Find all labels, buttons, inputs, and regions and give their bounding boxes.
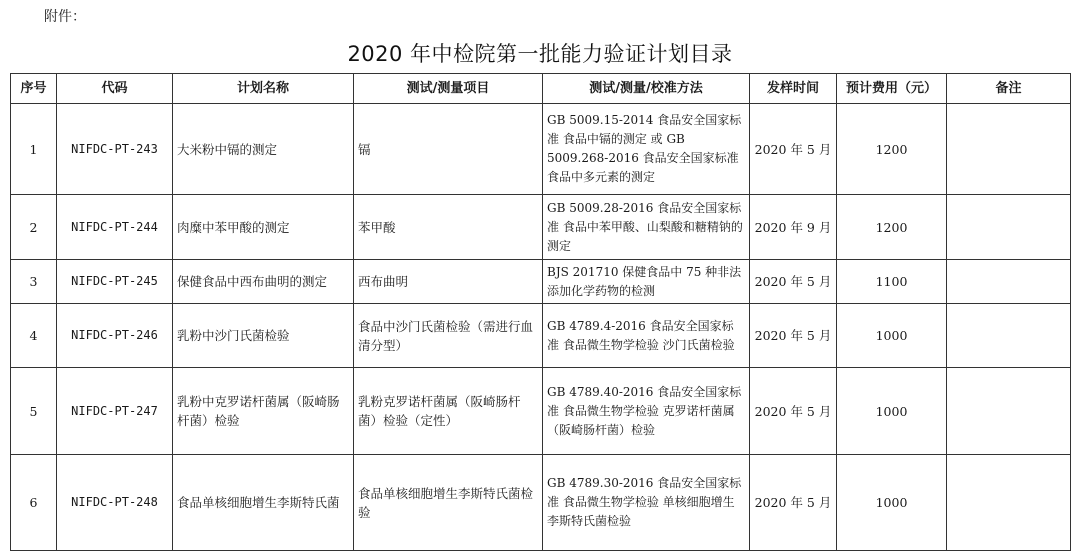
cell-seq: 2: [11, 195, 57, 260]
cell-ship-time: 2020 年 5 月: [750, 368, 837, 455]
cell-estimated-fee: 1000: [837, 455, 947, 551]
cell-seq: 5: [11, 368, 57, 455]
cell-test-item: 西布曲明: [354, 260, 543, 304]
table-row: [11, 304, 1071, 368]
cell-code: NIFDC-PT-245: [57, 260, 173, 304]
cell-test-method: GB 5009.15-2014 食品安全国家标准 食品中镉的测定 或 GB 5009.268-2016 食品安全国家标准 食品中多元素的测定: [543, 104, 750, 195]
cell-seq: 3: [11, 260, 57, 304]
cell-code: NIFDC-PT-243: [57, 104, 173, 195]
cell-code: NIFDC-PT-246: [57, 304, 173, 368]
table-row: [11, 104, 1071, 195]
cell-remarks: [947, 304, 1071, 368]
header-code: 代码: [57, 74, 173, 104]
cell-test-item: 苯甲酸: [354, 195, 543, 260]
cell-test-method: GB 4789.4-2016 食品安全国家标准 食品微生物学检验 沙门氏菌检验: [543, 304, 750, 368]
cell-code: NIFDC-PT-248: [57, 455, 173, 551]
cell-plan-name: 食品单核细胞增生李斯特氏菌: [173, 455, 354, 551]
table-row: [11, 260, 1071, 304]
cell-plan-name: 大米粉中镉的测定: [173, 104, 354, 195]
cell-remarks: [947, 455, 1071, 551]
cell-test-method: GB 4789.40-2016 食品安全国家标准 食品微生物学检验 克罗诺杆菌属（阪崎肠杆菌）检验: [543, 368, 750, 455]
table-header-row: [11, 74, 1071, 104]
header-test-item: 测试/测量项目: [354, 74, 543, 104]
cell-test-item: 镉: [354, 104, 543, 195]
cell-remarks: [947, 368, 1071, 455]
cell-test-method: GB 4789.30-2016 食品安全国家标准 食品微生物学检验 单核细胞增生李斯特氏菌检验: [543, 455, 750, 551]
cell-plan-name: 乳粉中沙门氏菌检验: [173, 304, 354, 368]
header-remarks: 备注: [947, 74, 1071, 104]
cell-code: NIFDC-PT-244: [57, 195, 173, 260]
cell-plan-name: 保健食品中西布曲明的测定: [173, 260, 354, 304]
cell-estimated-fee: 1200: [837, 195, 947, 260]
cell-estimated-fee: 1000: [837, 304, 947, 368]
cell-remarks: [947, 260, 1071, 304]
cell-estimated-fee: 1100: [837, 260, 947, 304]
cell-remarks: [947, 104, 1071, 195]
cell-test-item: 食品单核细胞增生李斯特氏菌检验: [354, 455, 543, 551]
cell-ship-time: 2020 年 5 月: [750, 260, 837, 304]
cell-ship-time: 2020 年 5 月: [750, 455, 837, 551]
cell-test-item: 乳粉克罗诺杆菌属（阪崎肠杆菌）检验（定性）: [354, 368, 543, 455]
document-title: 2020 年中检院第一批能力验证计划目录: [347, 42, 733, 66]
cell-remarks: [947, 195, 1071, 260]
cell-test-item: 食品中沙门氏菌检验（需进行血清分型）: [354, 304, 543, 368]
cell-ship-time: 2020 年 5 月: [750, 104, 837, 195]
table-row: [11, 195, 1071, 260]
cell-seq: 6: [11, 455, 57, 551]
header-ship-time: 发样时间: [750, 74, 837, 104]
cell-ship-time: 2020 年 5 月: [750, 304, 837, 368]
cell-seq: 4: [11, 304, 57, 368]
cell-plan-name: 乳粉中克罗诺杆菌属（阪崎肠杆菌）检验: [173, 368, 354, 455]
cell-ship-time: 2020 年 9 月: [750, 195, 837, 260]
cell-estimated-fee: 1200: [837, 104, 947, 195]
header-seq: 序号: [11, 74, 57, 104]
header-estimated-fee: 预计费用（元）: [837, 74, 947, 104]
cell-plan-name: 肉糜中苯甲酸的测定: [173, 195, 354, 260]
plan-table: [10, 73, 1071, 551]
header-test-method: 测试/测量/校准方法: [543, 74, 750, 104]
cell-test-method: BJS 201710 保健食品中 75 种非法添加化学药物的检测: [543, 260, 750, 304]
header-plan-name: 计划名称: [173, 74, 354, 104]
cell-seq: 1: [11, 104, 57, 195]
cell-test-method: GB 5009.28-2016 食品安全国家标准 食品中苯甲酸、山梨酸和糖精钠的测定: [543, 195, 750, 260]
cell-code: NIFDC-PT-247: [57, 368, 173, 455]
attachment-label: 附件：: [44, 9, 86, 25]
table-row: [11, 368, 1071, 455]
cell-estimated-fee: 1000: [837, 368, 947, 455]
table-row: [11, 455, 1071, 551]
